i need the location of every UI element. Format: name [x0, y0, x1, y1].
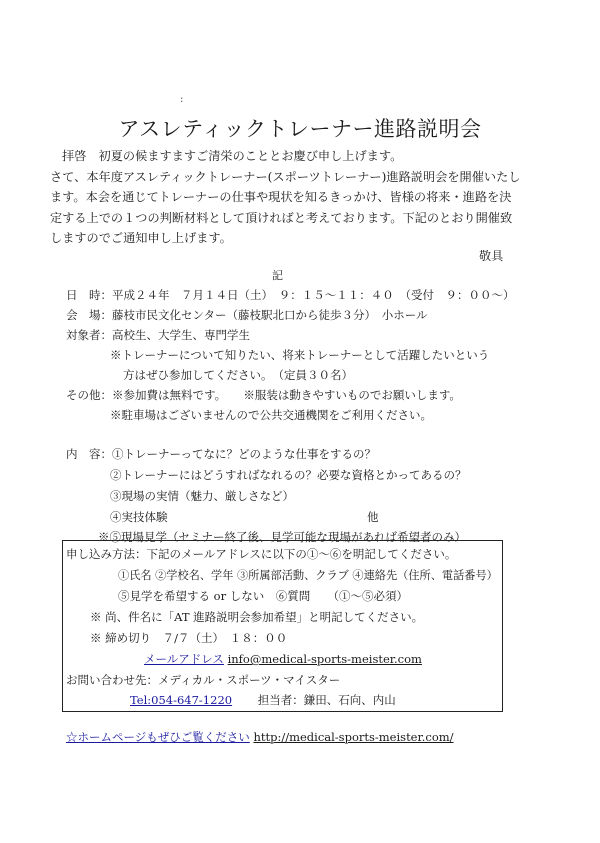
homepage-label: ☆ホームページもぜひご覧ください — [66, 730, 250, 744]
venue-row — [66, 307, 428, 323]
homepage-row — [66, 729, 454, 745]
content-other: 他 — [367, 510, 379, 524]
target-row — [66, 327, 250, 343]
content-row — [66, 446, 376, 462]
closing-keigu: 敬具 — [479, 249, 504, 263]
apply-fields-1: ①氏名 ②学校名、学年 ③所属部活動、クラブ ④連絡先（住所、電話番号） — [118, 569, 498, 582]
other-label: その他： — [66, 388, 112, 402]
tel-link[interactable]: Tel:054-647-1220 — [130, 693, 233, 707]
target-label: 対象者： — [66, 328, 112, 342]
date-label: 日 時： — [66, 288, 112, 302]
content-label: 内 容： — [66, 447, 112, 461]
intro-line: しますのでご通知申し上げます。 — [50, 231, 232, 245]
content-item: ②トレーナーにはどうすればなれるの？必要な資格とかってあるの？ — [110, 468, 467, 482]
venue-label: 会 場： — [66, 308, 112, 322]
intro-paragraph — [50, 146, 520, 249]
intro-line: さて、本年度アスレティックトレーナー(スポーツトレーナー)進路説明会を開催いたし — [50, 169, 521, 184]
subject-note: ※ 尚、件名に「AT 進路説明会参加希望」と明記してください。 — [90, 610, 424, 624]
date-value: 平成２４年 ７月１４日（土） ９：１５～１１：４０ （受付 ９：００～） — [112, 288, 515, 302]
date-row — [66, 287, 515, 303]
other-note-1: ※参加費は無料です。 ※服装は動きやすいものでお願いします。 — [112, 388, 461, 402]
apply-fields-2: ⑤見学を希望する or しない ⑥質問 （①～⑤必須） — [118, 589, 408, 603]
ki-heading: 記 — [272, 269, 283, 282]
contact: お問い合わせ先：メディカル・スポーツ・マイスター — [66, 673, 341, 687]
email-link[interactable]: info@medical-sports-meister.com — [227, 652, 422, 666]
document-title: アスレティックトレーナー進路説明会 — [118, 117, 482, 141]
tel-row — [130, 692, 396, 708]
content-item: ③現場の実情（魅力、厳しさなど） — [110, 489, 294, 503]
scan-mark: : — [180, 94, 184, 105]
content-note: ※⑤現場見学（セミナー終了後、見学可能な現場があれば希望者のみ） — [98, 530, 466, 544]
homepage-url-link[interactable]: http://medical-sports-meister.com/ — [253, 730, 454, 744]
target-value: 高校生、大学生、専門学生 — [112, 328, 250, 342]
other-note-2: ※駐車場はございませんので公共交通機関をご利用ください。 — [110, 408, 432, 422]
email-row — [144, 651, 422, 667]
venue-value: 藤枝市民文化センター（藤枝駅北口から徒歩３分） 小ホール — [112, 308, 428, 322]
intro-line: ます。本会を通じてトレーナーの仕事や現状を知るきっかけ、皆様の将来・進路を決 — [50, 190, 512, 204]
other-row — [66, 387, 461, 403]
email-label: メールアドレス — [144, 652, 224, 666]
target-note-2: 方はぜひ参加してください。 （定員３０名） — [123, 368, 353, 382]
content-item: ①トレーナーってなに？どのような仕事をするの？ — [112, 447, 377, 461]
content-item: ④実技体験 — [110, 510, 168, 524]
intro-line: 拝啓 初夏の候ますますご清栄のこととお慶び申し上げます。 — [62, 149, 403, 163]
deadline: ※ 締め切り ７/７（土） １８：００ — [90, 631, 288, 645]
intro-line: 定する上での１つの判断材料として頂ければと考えております。下記のとおり開催致 — [50, 210, 513, 225]
staff: 担当者：鎌田、石向、内山 — [257, 693, 396, 707]
apply-method: 申し込み方法：下記のメールアドレスに以下の①～⑥を明記してください。 — [66, 547, 457, 561]
target-note-1: ※トレーナーについて知りたい、将来トレーナーとして活躍したいという — [110, 348, 490, 362]
